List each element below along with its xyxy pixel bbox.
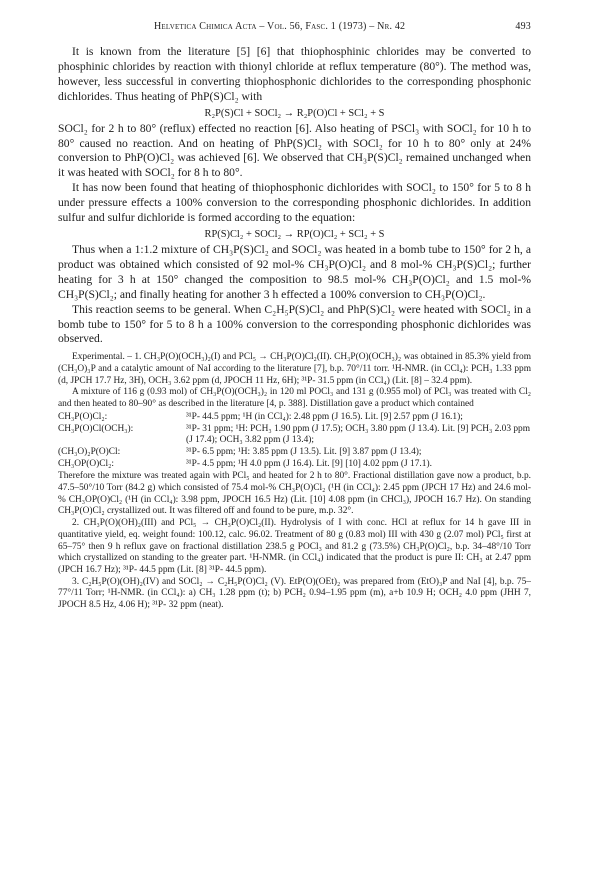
journal-title: Helvetica Chimica Acta – Vol. 56, Fasc. 1 (1973) – Nr. 42 [154,21,406,32]
experimental-5: 3. C₂H₅P(O)(OH)₂(IV) and SOCl₂ → C₂H₅P(O)Cl₂ (V). EtP(O)(OEt)₂ was prepared from (EtO)₃P and NaI [4], b.p. 75–77°/11 Torr; ¹H-NMR. (in CCl₄): a) CH₃ 1.28 ppm (t); b) PCH₂ 0.94–1.95 ppm (m), a+b 10.9 H; OCH₂ 4.0 ppm (JHH 7, JPOCH 8.5 Hz, 4.06 H); ³¹P- 32 ppm (neat). [58,576,531,611]
compound-label: CH₃OP(O)Cl₂: [58,458,115,469]
equation-1: R₂P(S)Cl + SOCl₂ → R₂P(O)Cl + SCl₂ + S [204,107,385,119]
nmr-table [58,412,531,471]
experimental-4: 2. CH₃P(O)(OH)₂(III) and PCl₅ → CH₃P(O)Cl₂(II). Hydrolysis of I with conc. HCl at reflux for 14 h gave III in quantitative yield, eq. weight found: 100.12, calc. 96.02. Treatment of 80 g (0.83 mol) III with 430 g (2.07 mol) PCl₅ first at 65–75° then 9 h reflux gave on fractional distillation 238.5 g POCl₃ and 81.2 g (73.5%) CH₃P(O)Cl₂, b.p. 34–48°/10 Torr which crystallized on standing to the greater part. ¹H-NMR. (in CCl₄) indicated that the product is pure II: CH₃ at 2.47 ppm (JPCH 16.7 Hz); ³¹P- 44.5 ppm (Lit. [8] ³¹P- 44.5 ppm). [58,518,531,575]
compound-data: ³¹P- 31 ppm; ¹H: PCH₃ 1.90 ppm (J 17.5); OCH₃ 3.80 ppm (J 13.4). Lit. [9] PCH₃ 2.03 ppm (J 17.4); OCH₃ 3.82 ppm (J 13.4); [186,423,531,446]
compound-label: CH₃P(O)Cl₂: [58,411,108,422]
experimental-1: Experimental. – 1. CH₃P(O)(OCH₃)₂(I) and PCl₅ → CH₃P(O)Cl₂(II). CH₃P(O)(OCH₃)₂ was obtained in 85.3% yield from (CH₃O)₃P and a catalytic amount of NaI according to the literature [7], b.p. 70°/11 torr. ¹H-NMR. (in CCl₄): PCH₃ 1.33 ppm (d, JPCH 17.7 Hz, 3H), OCH₃ 3.62 ppm (d, JPOCH 11 Hz, 6H); ³¹P- 31.5 ppm (in CCl₄) (Lit. [8] – 32.4 ppm). [58,352,531,386]
table-row [58,424,531,447]
compound-label: (CH₃O)₂P(O)Cl: [58,446,121,457]
running-header [58,21,531,35]
paragraph-socl2: SOCl₂ for 2 h to 80° (reflux) effected no reaction [6]. Also heating of PSCl₃ with SOCl₂ for 10 h to 80° caused no reaction. And on heating of PhP(S)Cl₂ with SOCl₂ for 10 h to 80° only at 24% conversion to PhP(O)Cl₂ was achieved [6]. We observed that CH₃P(S)Cl₂ remained unchanged when it was heated with SOCl₂ for 8 h to 80°. [58,121,531,180]
compound-data: ³¹P- 6.5 ppm; ¹H: 3.85 ppm (J 13.5). Lit. [9] 3.87 ppm (J 13.4); [186,446,422,457]
experimental-2: A mixture of 116 g (0.93 mol) of CH₃P(O)(OCH₃)₂ in 120 ml POCl₃ and 131 g (0.955 mol) of PCl₃ was treated with Cl₂ and then heated to 80–90° as described in the literature [4, p. 388]. Distillation gave a product which contained [58,387,531,410]
equation-2: RP(S)Cl₂ + SOCl₂ → RP(O)Cl₂ + SCl₂ + S [204,228,385,240]
compound-data: ³¹P- 44.5 ppm; ¹H (in CCl₄): 2.48 ppm (J 16.5). Lit. [9] 2.57 ppm (J 16.1); [186,411,463,422]
paragraph-mixture: Thus when a 1:1.2 mixture of CH₃P(S)Cl₂ and SOCl₂ was heated in a bomb tube to 150° for 2 h, a product was obtained which consisted of 92 mol-% CH₃P(O)Cl₂ and 8 mol-% CH₃P(S)Cl₂; further heating for 3 h at 150° changed the composition to 98.5 mol-% CH₃P(O)Cl₂ and 1.5 mol-% CH₃P(S)Cl₂; and finally heating for another 3 h effected a 100% conversion to CH₃P(O)Cl₂. [58,242,531,301]
page-number: 493 [515,21,531,32]
table-row [58,459,531,471]
article-body [58,45,531,612]
compound-label: CH₃P(O)Cl(OCH₃): [58,423,134,434]
experimental-3: Therefore the mixture was treated again with PCl₅ and heated for 2 h to 80°. Fractional distillation gave now a product, b.p. 47.5–50°/10 Torr (84.2 g) which consisted of 75.4 mol-% CH₃P(O)Cl₂ (¹H (in CCl₄): 2.45 ppm (JPCH 17 Hz) and 24.6 mol-% CH₃OP(O)Cl₂ (¹H (in CCl₄): 3.98 ppm, JPOCH 16.5 Hz) (Lit. [10] 4.08 ppm (in CHCl₃), JPOCH 16.7 Hz). On standing CH₃P(O)Cl₂ crystallized out. It was filtered off and found to be pure, m.p. 32°. [58,471,531,517]
experimental-section [58,352,531,611]
compound-data: ³¹P- 4.5 ppm; ¹H 4.0 ppm (J 16.4). Lit. [9] [10] 4.02 ppm (J 17.1). [186,458,432,469]
table-row [58,412,531,424]
table-row [58,447,531,459]
paragraph-general: This reaction seems to be general. When C₂H₅P(S)Cl₂ and PhP(S)Cl₂ were heated with SOCl₂ in a bomb tube to 150° for 5 to 8 h a 100% conversion to the corresponding phosphonic dichlorides was observed. [58,302,531,346]
paragraph-intro: It is known from the literature [5] [6] that thiophosphinic chlorides may be converted to phosphinic chlorides by reaction with thionyl chloride at reflux temperature (80°). The method was, however, less successful in converting thiophosphonic dichlorides to the corresponding phosphonic dichlorides. Thus heating of PhP(S)Cl₂ with [58,45,531,103]
paragraph-finding: It has now been found that heating of thiophosphonic dichlorides with SOCl₂ to 150° for 5 to 8 h under pressure effects a 100% conversion to the corresponding phosphonic dichlorides. In addition sulfur and sulfur dichloride is formed according to the equation: [58,181,531,225]
